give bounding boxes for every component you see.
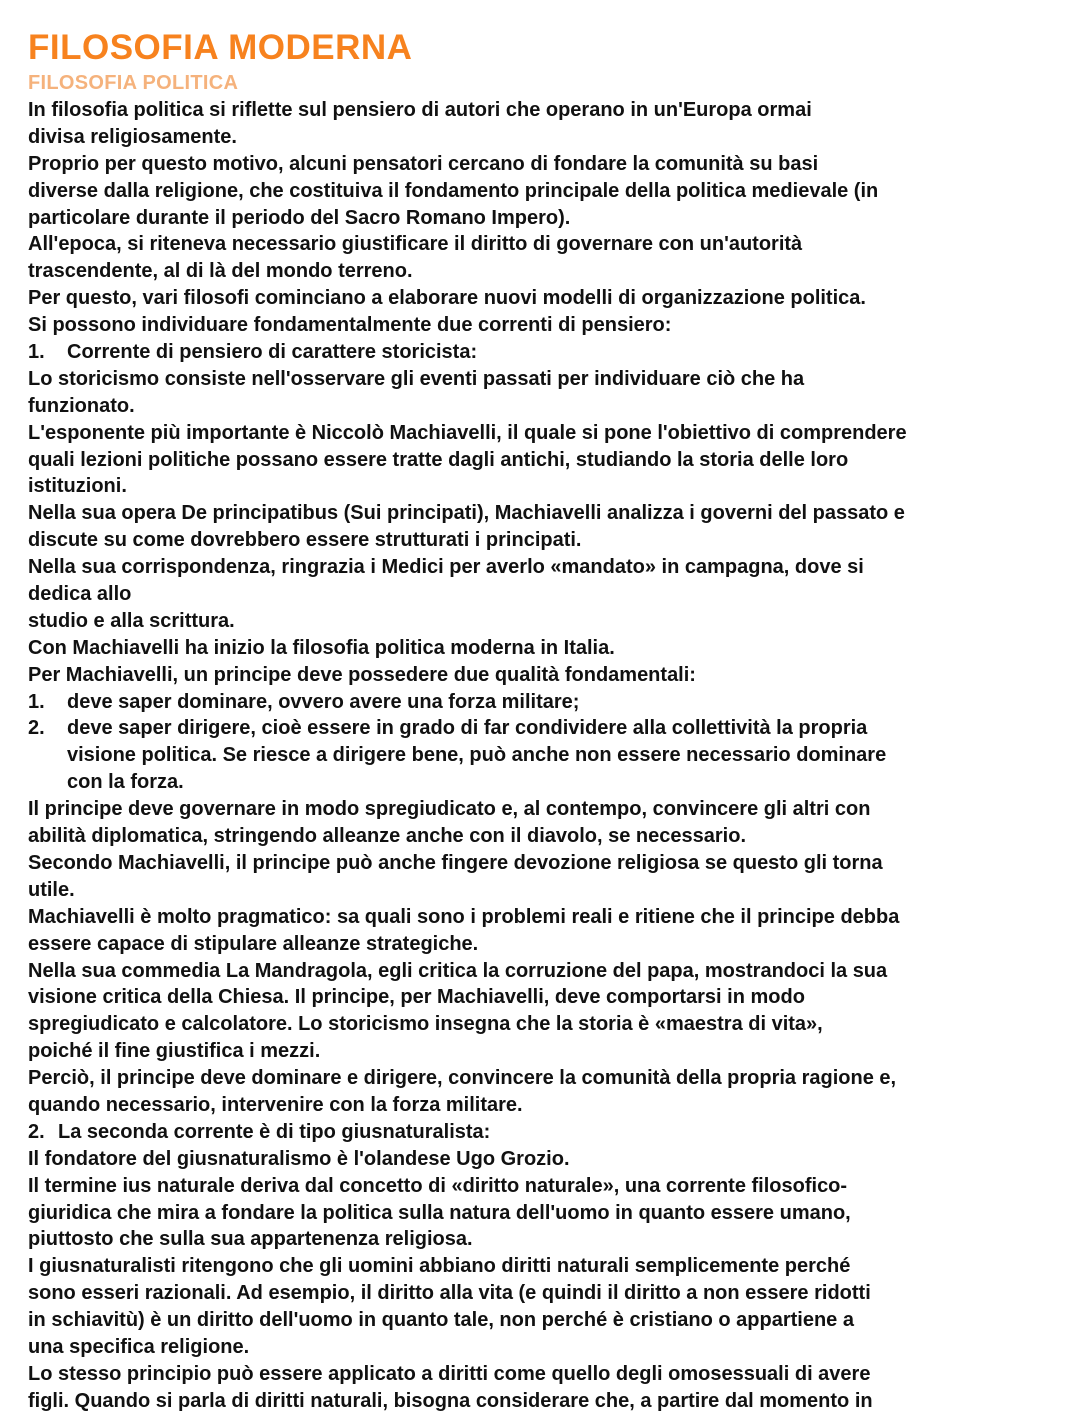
text-line xyxy=(28,1253,1068,1280)
line-text: Il termine ius naturale deriva dal concetto di «diritto naturale», una corrente filosofico- xyxy=(28,1174,848,1197)
text-line xyxy=(28,1280,1068,1307)
text-line xyxy=(28,1146,1068,1173)
text-line xyxy=(28,1334,1068,1361)
text-line xyxy=(28,285,1068,312)
text-line xyxy=(28,366,1068,393)
list-item xyxy=(28,339,1068,366)
text-line xyxy=(28,984,1068,1011)
line-text: funzionato. xyxy=(28,394,135,417)
text-line xyxy=(28,1200,1068,1227)
list-marker: 1. xyxy=(28,341,45,364)
text-line xyxy=(28,931,1068,958)
line-text: diverse dalla religione, che costituiva il fondamento principale della politica medievale (in xyxy=(28,179,879,202)
text-line xyxy=(28,1092,1068,1119)
document-title: FILOSOFIA MODERNA xyxy=(28,28,413,67)
list-marker: 1. xyxy=(28,690,45,713)
line-text: discute su come dovrebbero essere strutturati i principati. xyxy=(28,529,582,552)
line-text: particolare durante il periodo del Sacro Romano Impero). xyxy=(28,206,571,229)
line-text: spregiudicato e calcolatore. Lo storicismo insegna che la storia è «maestra di vita», xyxy=(28,1013,823,1036)
text-line xyxy=(28,231,1068,258)
line-text: Machiavelli è molto pragmatico: sa quali sono i problemi reali e ritiene che il principe debba xyxy=(28,905,900,928)
line-text: Con Machiavelli ha inizio la filosofia politica moderna in Italia. xyxy=(28,636,615,659)
text-line xyxy=(28,1361,1068,1388)
line-text: Per Machiavelli, un principe deve possedere due qualità fondamentali: xyxy=(28,663,696,686)
text-line xyxy=(28,1011,1068,1038)
text-line xyxy=(28,258,1068,285)
line-text: visione politica. Se riesce a dirigere bene, può anche non essere necessario dominare xyxy=(67,744,887,767)
text-line xyxy=(28,1388,1068,1415)
text-line xyxy=(28,1065,1068,1092)
line-text: L'esponente più importante è Niccolò Machiavelli, il quale si pone l'obiettivo di comprendere xyxy=(28,421,907,444)
line-text: All'epoca, si riteneva necessario giustificare il diritto di governare con un'autorità xyxy=(28,233,803,256)
text-line xyxy=(28,1173,1068,1200)
line-text: abilità diplomatica, stringendo alleanze anche con il diavolo, se necessario. xyxy=(28,825,746,848)
line-text: studio e alla scrittura. xyxy=(28,609,235,632)
text-line xyxy=(28,877,1068,904)
line-text: visione critica della Chiesa. Il principe, per Machiavelli, deve comportarsi in modo xyxy=(28,986,805,1009)
text-line xyxy=(28,823,1068,850)
text-line xyxy=(28,500,1068,527)
line-text: piuttosto che sulla sua appartenenza religiosa. xyxy=(28,1228,473,1251)
line-text: Perciò, il principe deve dominare e dirigere, convincere la comunità della propria ragione e, xyxy=(28,1067,897,1090)
line-text: Corrente di pensiero di carattere storicista: xyxy=(67,341,478,364)
text-line xyxy=(28,178,1068,205)
text-line xyxy=(28,742,1068,769)
section-subtitle: FILOSOFIA POLITICA xyxy=(28,72,239,94)
line-text: In filosofia politica si riflette sul pensiero di autori che operano in un'Europa ormai xyxy=(28,99,812,121)
text-line xyxy=(28,958,1068,985)
text-line xyxy=(28,420,1068,447)
list-marker: 2. xyxy=(28,1120,45,1143)
line-text: utile. xyxy=(28,878,75,901)
line-text: Proprio per questo motivo, alcuni pensatori cercano di fondare la comunità su basi xyxy=(28,152,819,175)
line-text: Il principe deve governare in modo spregiudicato e, al contempo, convincere gli altri con xyxy=(28,798,871,821)
line-text: in schiavitù) è un diritto dell'uomo in quanto tale, non perché è cristiano o appartiene a xyxy=(28,1309,854,1332)
text-line xyxy=(28,554,1068,581)
line-text: La seconda corrente è di tipo giusnaturalista: xyxy=(58,1120,491,1143)
line-text: quali lezioni politiche possano essere tratte dagli antichi, studiando la storia delle loro xyxy=(28,448,849,471)
text-line xyxy=(28,850,1068,877)
text-line xyxy=(28,447,1068,474)
text-line xyxy=(28,662,1068,689)
line-text: Nella sua commedia La Mandragola, egli critica la corruzione del papa, mostrandoci la sua xyxy=(28,959,888,982)
line-text: Lo storicismo consiste nell'osservare gli eventi passati per individuare ciò che ha xyxy=(28,367,805,390)
text-line xyxy=(28,312,1068,339)
text-line xyxy=(28,124,1068,151)
line-text: trascendente, al di là del mondo terreno. xyxy=(28,260,413,283)
line-text: una specifica religione. xyxy=(28,1335,250,1358)
list-marker: 2. xyxy=(28,717,45,740)
list-item xyxy=(28,1119,1068,1146)
text-line xyxy=(28,796,1068,823)
line-text: istituzioni. xyxy=(28,475,127,498)
text-line xyxy=(28,608,1068,635)
text-line xyxy=(28,581,1068,608)
text-line xyxy=(28,1307,1068,1334)
line-text: dedica allo xyxy=(28,583,132,606)
line-text: Nella sua corrispondenza, ringrazia i Medici per averlo «mandato» in campagna, dove si xyxy=(28,556,864,579)
document-body xyxy=(28,97,1068,1415)
text-line xyxy=(28,473,1068,500)
line-text: divisa religiosamente. xyxy=(28,125,237,148)
text-line xyxy=(28,97,1068,124)
text-line xyxy=(28,1226,1068,1253)
line-text: Si possono individuare fondamentalmente due correnti di pensiero: xyxy=(28,314,672,337)
line-text: Per questo, vari filosofi cominciano a elaborare nuovi modelli di organizzazione politica. xyxy=(28,287,866,310)
text-line xyxy=(28,1038,1068,1065)
text-line xyxy=(28,635,1068,662)
line-text: I giusnaturalisti ritengono che gli uomini abbiano diritti naturali semplicemente perché xyxy=(28,1255,851,1278)
line-text: essere capace di stipulare alleanze strategiche. xyxy=(28,932,479,955)
line-text: giuridica che mira a fondare la politica sulla natura dell'uomo in quanto essere umano, xyxy=(28,1201,851,1224)
text-line xyxy=(28,904,1068,931)
line-text: Il fondatore del giusnaturalismo è l'olandese Ugo Grozio. xyxy=(28,1147,570,1170)
list-item xyxy=(28,715,1068,742)
line-text: quando necessario, intervenire con la forza militare. xyxy=(28,1093,523,1116)
line-text: con la forza. xyxy=(67,771,184,794)
text-line xyxy=(28,527,1068,554)
text-line xyxy=(28,205,1068,232)
text-line xyxy=(28,769,1068,796)
text-line xyxy=(28,151,1068,178)
line-text: Secondo Machiavelli, il principe può anche fingere devozione religiosa se questo gli torna xyxy=(28,851,883,874)
list-item xyxy=(28,689,1068,716)
line-text: deve saper dirigere, cioè essere in grado di far condividere alla collettività la propria xyxy=(67,717,868,740)
line-text: Lo stesso principio può essere applicato a diritti come quello degli omosessuali di avere xyxy=(28,1362,871,1385)
line-text: figli. Quando si parla di diritti naturali, bisogna considerare che, a partire dal momento in xyxy=(28,1389,873,1412)
line-text: deve saper dominare, ovvero avere una forza militare; xyxy=(67,690,580,713)
text-line xyxy=(28,393,1068,420)
line-text: Nella sua opera De principatibus (Sui principati), Machiavelli analizza i governi del passato e xyxy=(28,502,905,525)
line-text: sono esseri razionali. Ad esempio, il diritto alla vita (e quindi il diritto a non essere ridotti xyxy=(28,1282,871,1305)
line-text: poiché il fine giustifica i mezzi. xyxy=(28,1040,321,1063)
